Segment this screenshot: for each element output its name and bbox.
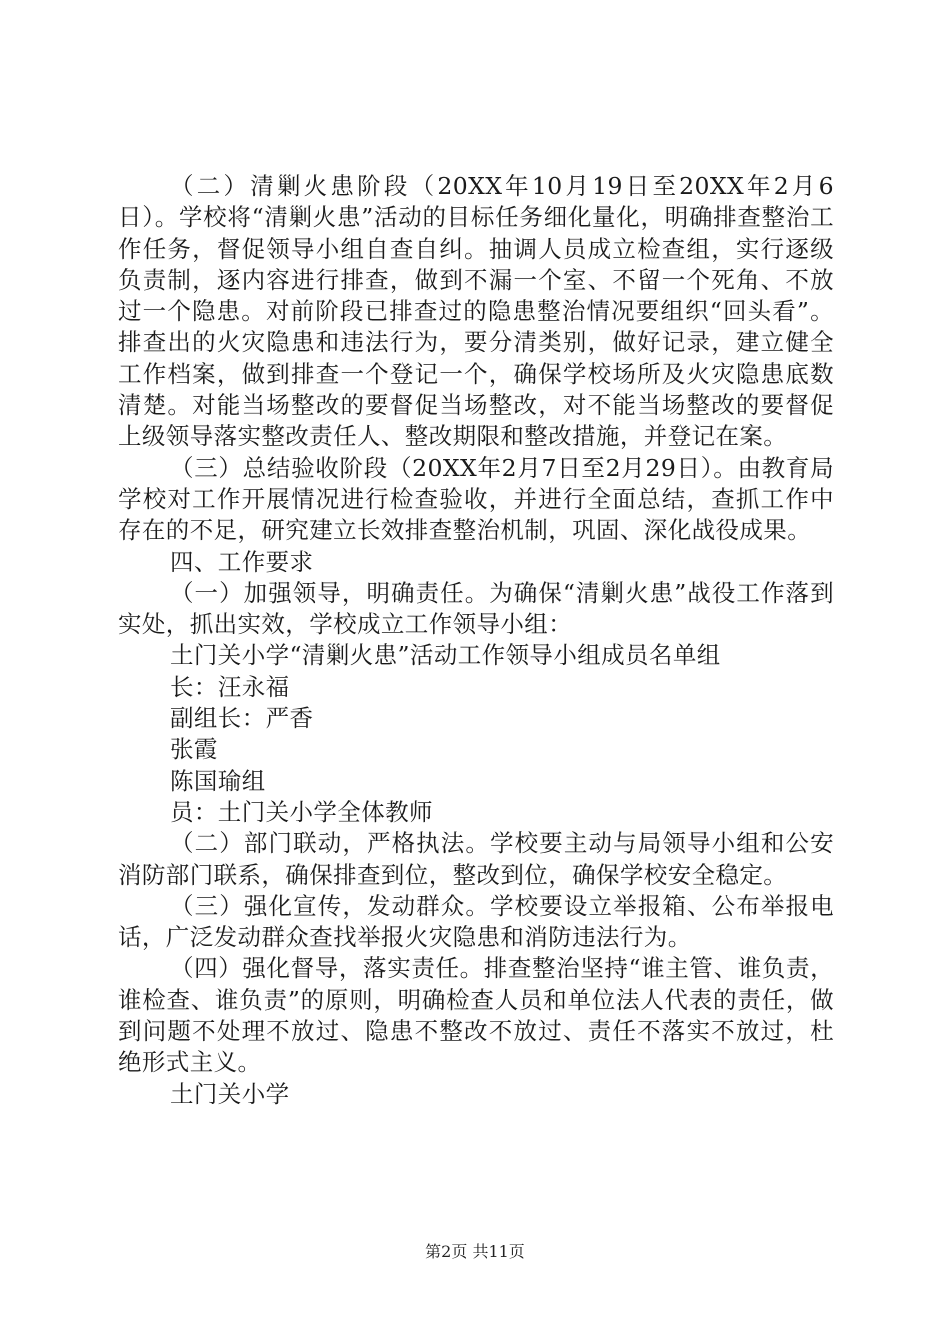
section-heading: 四、工作要求 (170, 547, 314, 576)
requirement-three: （三）强化宣传，发动群众。学校要设立举报箱、公布举报电话，广泛发动群众查找举报火灾隐患和消防违法行为。 (118, 891, 834, 952)
signature: 土门关小学 (170, 1079, 290, 1108)
member-name: 张霞 (170, 735, 218, 764)
member-leader: 长：汪永福 (170, 672, 290, 701)
requirement-four: （四）强化督导，落实责任。排查整治坚持“谁主管、谁负责，谁检查、谁负责”的原则，明确检查人员和单位法人代表的责任，做到问题不处理不放过、隐患不整改不放过、责任不落实不放过，杜绝形式主义。 (118, 954, 834, 1077)
page-number-footer: 第2页 共11页 (425, 1242, 525, 1261)
member-list-title: 土门关小学“清剿火患”活动工作领导小组成员名单组 (170, 641, 721, 670)
paragraph-stage-three: （三）总结验收阶段（20XX年2月7日至2月29日）。由教育局学校对工作开展情况进行检查验收，并进行全面总结，查抓工作中存在的不足，研究建立长效排查整治机制，巩固、深化战役成果。 (118, 453, 834, 545)
document-body (118, 171, 834, 1110)
requirement-one: （一）加强领导，明确责任。为确保“清剿火患”战役工作落到实处，抓出实效，学校成立工作领导小组： (118, 578, 834, 639)
member-group: 员：土门关小学全体教师 (170, 797, 433, 826)
member-deputy-leader: 副组长：严香 (170, 704, 314, 733)
member-name: 陈国瑜组 (170, 766, 266, 795)
requirement-two: （二）部门联动，严格执法。学校要主动与局领导小组和公安消防部门联系，确保排查到位，整改到位，确保学校安全稳定。 (118, 829, 834, 889)
paragraph-stage-two: （二）清剿火患阶段（20XX年10月19日至20XX年2月6日）。学校将“清剿火患”活动的目标任务细化量化，明确排查整治工作任务，督促领导小组自查自纠。抽调人员成立检查组，实行逐级负责制，逐内容进行排查，做到不漏一个室、不留一个死角、不放过一个隐患。对前阶段已排查过的隐患整治情况要组织“回头看”。排查出的火灾隐患和违法行为，要分清类别，做好记录，建立健全工作档案，做到排查一个登记一个，确保学校场所及火灾隐患底数清楚。对能当场整改的要督促当场整改，对不能当场整改的要督促上级领导落实整改责任人、整改期限和整改措施，并登记在案。 (118, 172, 834, 451)
